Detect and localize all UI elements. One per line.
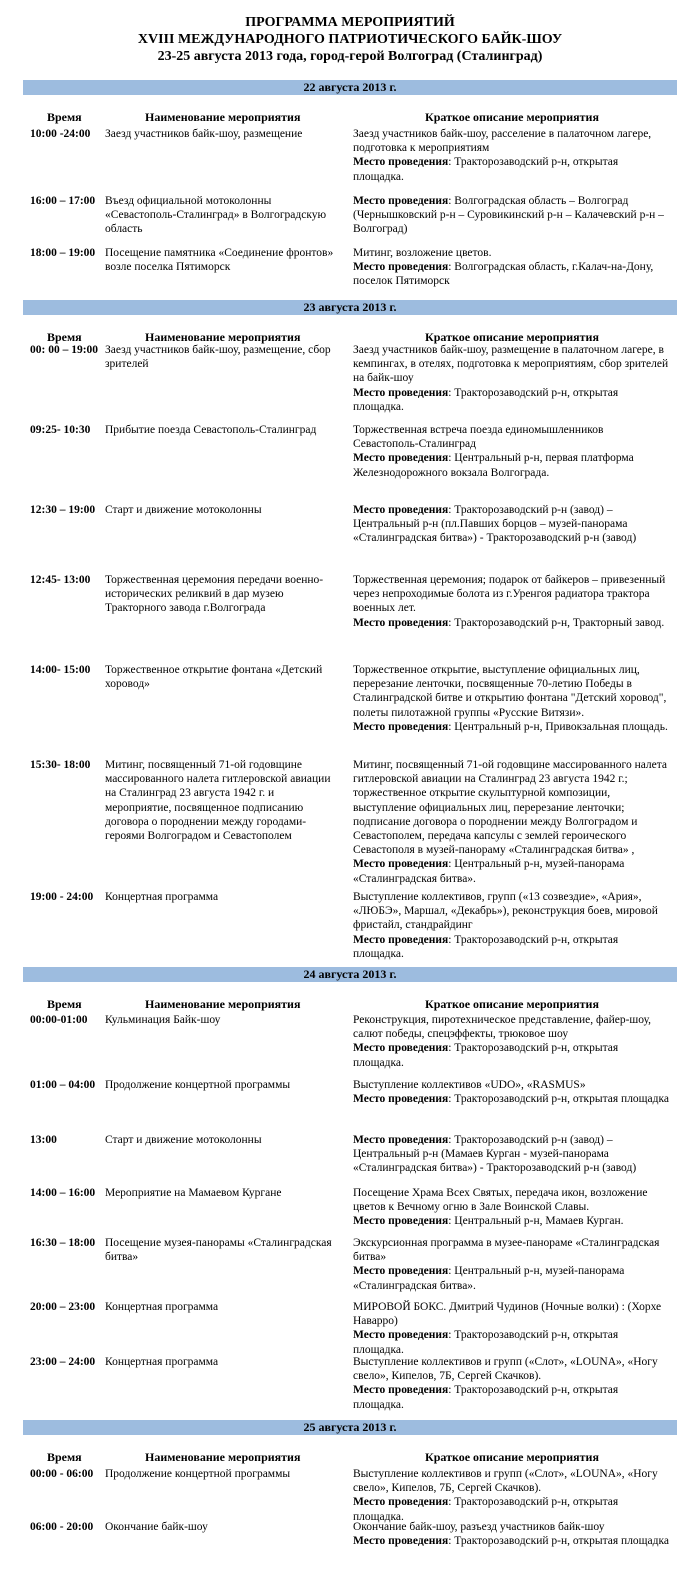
column-header-description: Краткое описание мероприятия xyxy=(425,110,599,124)
event-time: 16:30 – 18:00 xyxy=(30,1237,96,1249)
event-name: Торжественная церемония передачи военно-исторических реликвий в дар музею Тракторного завода г.Волгограда xyxy=(105,574,324,615)
day-header: 24 августа 2013 г. xyxy=(23,967,677,982)
event-description xyxy=(353,1133,671,1176)
event-description xyxy=(353,1078,671,1106)
event-description-text: Заезд участников байк-шоу, расселение в палаточном лагере, подготовка к мероприятиям xyxy=(353,128,652,155)
event-description-text: Экскурсионная программа в музее-панораме «Сталинградская битва» xyxy=(353,1237,660,1264)
event-description xyxy=(353,573,671,630)
event-name: Мероприятие на Мамаевом Кургане xyxy=(105,1187,282,1199)
event-time: 00:00-01:00 xyxy=(30,1014,88,1026)
event-description-text: Выступление коллективов «UDO», «RASMUS» xyxy=(353,1079,586,1091)
event-description-text: Торжественная встреча поезда единомышленников Севастополь-Сталинград xyxy=(353,424,604,451)
event-time: 14:00- 15:00 xyxy=(30,664,91,676)
event-place-label: Место проведения xyxy=(353,933,449,946)
event-description-text: МИРОВОЙ БОКС. Дмитрий Чудинов (Ночные волки) : (Хорхе Наварро) xyxy=(353,1301,662,1328)
event-place: : Тракторозаводский р-н, открытая площадка xyxy=(448,1535,670,1548)
event-name: Концертная программа xyxy=(105,1301,219,1313)
event-place: : Тракторозаводский р-н, открытая площадка. xyxy=(353,1384,619,1411)
event-description-text: Торжественное открытие, выступление официальных лиц, перерезание ленточки, посвященные 70-летию Победы в Сталинградской битве и открытию фонтана "Детский хоровод", полеты пилотажной группы «Русские Витязи». xyxy=(353,664,667,719)
event-name: Концертная программа xyxy=(105,1356,219,1368)
event-name: Въезд официальной мотоколонны «Севастополь-Сталинград» в Волгоградскую область xyxy=(105,195,327,236)
event-description xyxy=(353,1300,671,1357)
event-name: Старт и движение мотоколонны xyxy=(105,504,262,516)
event-time: 15:30- 18:00 xyxy=(30,759,91,771)
event-description-text: Посещение Храма Всех Святых, передача икон, возложение цветов к Вечному огню в Зале Воинской Славы. xyxy=(353,1187,648,1214)
event-place: : Волгоградская область – Волгоград (Чернышковский р-н – Суровикинский р-н – Калачевский р-н – Волгоград) xyxy=(353,195,664,236)
event-description xyxy=(353,758,671,886)
event-place-label: Место проведения xyxy=(353,1215,449,1228)
event-place: : Тракторозаводский р-н, открытая площадка. xyxy=(353,1042,619,1069)
event-time: 14:00 – 16:00 xyxy=(30,1187,96,1199)
event-description xyxy=(353,1467,671,1524)
event-description xyxy=(353,1520,671,1548)
event-name: Заезд участников байк-шоу, размещение, сбор зрителей xyxy=(105,344,331,371)
event-place-label: Место проведения xyxy=(353,504,449,516)
day-header: 22 августа 2013 г. xyxy=(23,80,677,95)
column-header-name: Наименование мероприятия xyxy=(145,1450,301,1464)
event-place: : Тракторозаводский р-н, Тракторный завод. xyxy=(448,616,665,629)
event-time: 10:00 -24:00 xyxy=(30,128,91,140)
event-place-label: Место проведения xyxy=(353,156,449,169)
event-place: : Тракторозаводский р-н, открытая площадка xyxy=(448,1093,670,1106)
event-description xyxy=(353,246,671,289)
event-place: : Центральный р-н, Мамаев Курган. xyxy=(448,1215,624,1228)
event-place-label: Место проведения xyxy=(353,195,449,207)
event-time: 16:00 – 17:00 xyxy=(30,195,96,207)
event-place-label: Место проведения xyxy=(353,1093,449,1106)
column-header-time: Время xyxy=(47,1450,82,1464)
event-description-text: Выступление коллективов и групп («Слот», «LOUNA», «Ногу свело», Кипелов, 7Б, Сергей Скачков). xyxy=(353,1468,658,1495)
event-name: Продолжение концертной программы xyxy=(105,1468,291,1480)
event-time: 12:45- 13:00 xyxy=(30,574,91,586)
event-description xyxy=(353,890,671,961)
event-description-text: Заезд участников байк-шоу, размещение в палаточном лагере, в кемпингах, в отелях, подготовка к мероприятиям, сбор зрителей на байк-шоу xyxy=(353,344,669,385)
event-time: 06:00 - 20:00 xyxy=(30,1521,94,1533)
column-header-name: Наименование мероприятия xyxy=(145,330,301,344)
event-name: Кульминация Байк-шоу xyxy=(105,1014,221,1026)
event-place-label: Место проведения xyxy=(353,1329,449,1342)
column-header-description: Краткое описание мероприятия xyxy=(425,1450,599,1464)
day-header: 25 августа 2013 г. xyxy=(23,1420,677,1435)
event-place: : Тракторозаводский р-н, открытая площадка. xyxy=(353,1496,619,1523)
event-description-text: Торжественная церемония; подарок от байкеров – привезенный через непроходимые болота из г.Уренгоя радиатора трактора военных лет. xyxy=(353,574,666,615)
event-place: : Центральный р-н, музей-панорама «Сталинградская битва». xyxy=(353,858,625,885)
event-place-label: Место проведения xyxy=(353,261,449,274)
column-header-name: Наименование мероприятия xyxy=(145,997,301,1011)
event-name: Посещение музея-панорамы «Сталинградская битва» xyxy=(105,1237,332,1264)
event-place: : Центральный р-н, Привокзальная площадь. xyxy=(448,720,668,733)
day-header: 23 августа 2013 г. xyxy=(23,300,677,315)
event-description xyxy=(353,1013,671,1070)
event-description xyxy=(353,127,671,184)
event-name: Посещение памятника «Соединение фронтов» возле поселка Пятиморск xyxy=(105,247,334,274)
event-place: : Центральный р-н, первая платформа Железнодорожного вокзала Волгограда. xyxy=(353,452,634,479)
event-name: Концертная программа xyxy=(105,891,219,903)
event-place-label: Место проведения xyxy=(353,386,449,399)
event-description-text: Реконструкция, пиротехническое представление, файер-шоу, салют победы, спецэффекты, трюковое шоу xyxy=(353,1014,652,1041)
event-place: : Тракторозаводский р-н, открытая площадка. xyxy=(353,1329,619,1356)
event-description xyxy=(353,1355,671,1412)
event-time: 13:00 xyxy=(30,1134,57,1146)
event-description-text: Митинг, возложение цветов. xyxy=(353,247,492,259)
event-name: Продолжение концертной программы xyxy=(105,1079,291,1091)
event-time: 00: 00 – 19:00 xyxy=(30,344,99,356)
event-place-label: Место проведения xyxy=(353,616,449,629)
event-place: : Тракторозаводский р-н (завод) – Центральный р-н (Мамаев Курган - музей-панорама «Сталинградская битва») - Тракторозаводский р-н (завод) xyxy=(353,1134,637,1175)
header-dates: 23-25 августа 2013 года, город-герой Волгоград (Сталинград) xyxy=(157,49,543,64)
event-time: 12:30 – 19:00 xyxy=(30,504,96,516)
event-name: Окончание байк-шоу xyxy=(105,1521,208,1533)
event-place-label: Место проведения xyxy=(353,1535,449,1548)
event-place-label: Место проведения xyxy=(353,1042,449,1055)
event-time: 20:00 – 23:00 xyxy=(30,1301,96,1313)
column-header-name: Наименование мероприятия xyxy=(145,110,301,124)
event-description-text: Выступление коллективов и групп («Слот», «LOUNA», «Ногу свело», Кипелов, 7Б, Сергей Скачков). xyxy=(353,1356,658,1383)
event-time: 00:00 - 06:00 xyxy=(30,1468,94,1480)
event-name: Митинг, посвященный 71-ой годовщине массированного налета гитлеровской авиации на Сталинград 23 августа 1942 г. и мероприятие, посвященное подписанию договора о породнении между городами-героями Волгоградом и Севастополем xyxy=(105,759,331,843)
event-time: 23:00 – 24:00 xyxy=(30,1356,96,1368)
event-place-label: Место проведения xyxy=(353,1496,449,1509)
event-place: : Волгоградская область, г.Калач-на-Дону, поселок Пятиморск xyxy=(353,261,654,288)
header-subtitle: XVIII МЕЖДУНАРОДНОГО ПАТРИОТИЧЕСКОГО БАЙК-ШОУ xyxy=(137,32,563,47)
event-description-text: Окончание байк-шоу, разъезд участников байк-шоу xyxy=(353,1521,605,1533)
event-place-label: Место проведения xyxy=(353,858,449,871)
document-header xyxy=(0,0,700,65)
event-place: : Тракторозаводский р-н, открытая площадка. xyxy=(353,156,619,183)
event-description xyxy=(353,1186,671,1229)
event-place: : Тракторозаводский р-н, открытая площадка. xyxy=(353,933,619,960)
event-name: Прибытие поезда Севастополь-Сталинград xyxy=(105,424,317,436)
event-time: 19:00 - 24:00 xyxy=(30,891,94,903)
event-name: Заезд участников байк-шоу, размещение xyxy=(105,128,303,140)
event-description xyxy=(353,503,671,546)
column-header-description: Краткое описание мероприятия xyxy=(425,997,599,1011)
event-description xyxy=(353,1236,671,1293)
event-description xyxy=(353,663,671,734)
event-time: 09:25- 10:30 xyxy=(30,424,91,436)
event-description xyxy=(353,194,671,237)
event-name: Торжественное открытие фонтана «Детский хоровод» xyxy=(105,664,323,691)
event-time: 18:00 – 19:00 xyxy=(30,247,96,259)
header-title: ПРОГРАММА МЕРОПРИЯТИЙ xyxy=(245,15,455,30)
event-time: 01:00 – 04:00 xyxy=(30,1079,96,1091)
event-place: : Тракторозаводский р-н, открытая площадка. xyxy=(353,386,619,413)
event-place-label: Место проведения xyxy=(353,720,449,733)
column-header-time: Время xyxy=(47,110,82,124)
event-place-label: Место проведения xyxy=(353,452,449,465)
event-place: : Тракторозаводский р-н (завод) – Центральный р-н (пл.Павших борцов – музей-панорама «Сталинградская битва») - Тракторозаводский р-н (завод) xyxy=(353,504,637,545)
event-place: : Центральный р-н, музей-панорама «Сталинградская битва». xyxy=(353,1265,625,1292)
event-description-text: Митинг, посвященный 71-ой годовщине массированного налета гитлеровской авиации на Сталинград 23 августа 1942 г.; торжественное открытие скульптурной композиции, выступление официальных лиц, перерезание ленточки; подписание договора о породнении между Волгоградом и Севастополем, передача капсулы с землей героического Севастополя в музей-панораму «Сталинградская битва» , xyxy=(353,759,668,857)
column-header-time: Время xyxy=(47,330,82,344)
column-header-description: Краткое описание мероприятия xyxy=(425,330,599,344)
event-place-label: Место проведения xyxy=(353,1384,449,1397)
event-description-text: Выступление коллективов, групп («13 созвездие», «Ария», «ЛЮБЭ», Маршал, «Декабрь»), реконструкция боев, мировой фристайл, стандрайдинг xyxy=(353,891,658,932)
event-description xyxy=(353,343,671,414)
column-header-time: Время xyxy=(47,997,82,1011)
event-description xyxy=(353,423,671,480)
event-place-label: Место проведения xyxy=(353,1265,449,1278)
event-name: Старт и движение мотоколонны xyxy=(105,1134,262,1146)
event-place-label: Место проведения xyxy=(353,1134,449,1146)
